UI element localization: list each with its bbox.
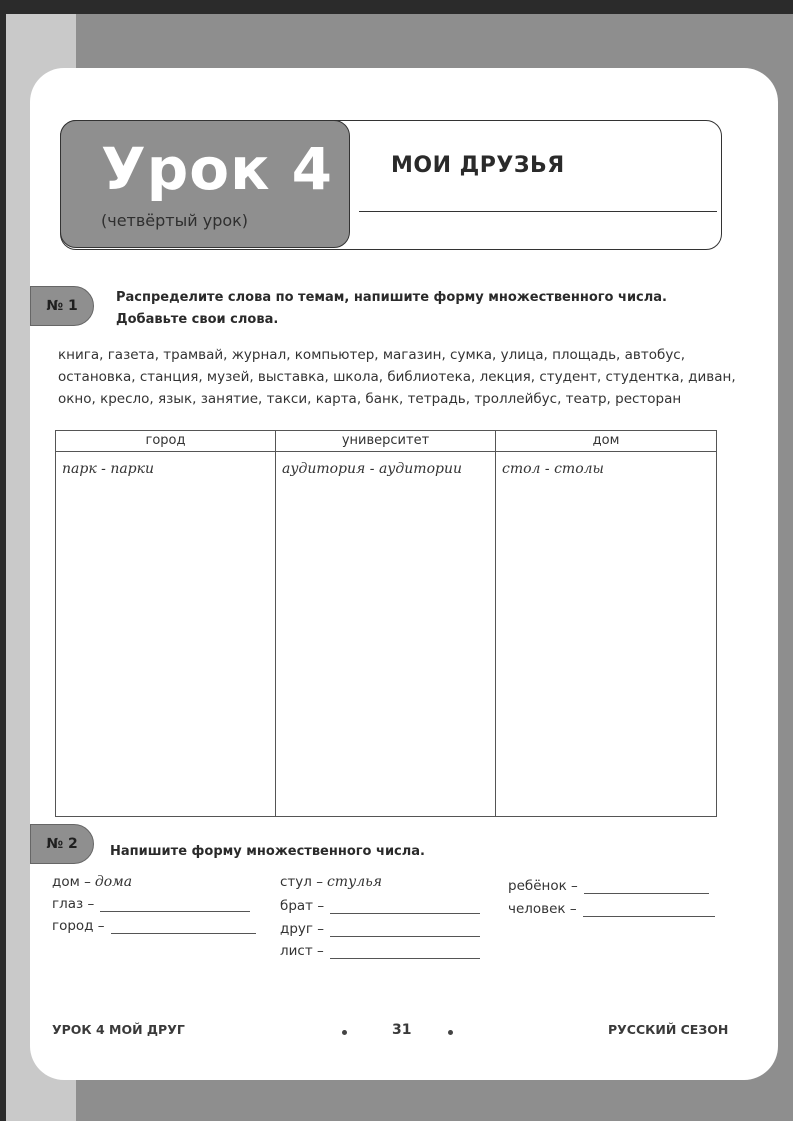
fill-row-chelovek xyxy=(508,901,715,917)
handwritten-answer: дома xyxy=(94,874,133,890)
page-number: 31 xyxy=(392,1022,412,1038)
fill-row-rebenok xyxy=(508,878,709,894)
exercise-1-instruction-line2: Добавьте свои слова. xyxy=(116,312,279,327)
column-header: университет xyxy=(276,431,495,452)
answer-blank[interactable] xyxy=(330,922,480,937)
lesson-title: Урок 4 xyxy=(101,135,333,203)
fill-row-stul xyxy=(280,874,382,890)
handwritten-entry: аудитория - аудитории xyxy=(282,461,462,477)
column-university[interactable] xyxy=(276,431,496,816)
fill-row-list xyxy=(280,943,480,959)
noun-label: дом – xyxy=(52,874,91,890)
fill-row-brat xyxy=(280,898,480,914)
fill-row-drug xyxy=(280,921,480,937)
noun-label: глаз – xyxy=(52,896,95,912)
lesson-number-block xyxy=(60,120,350,248)
column-city[interactable] xyxy=(56,431,276,816)
answer-blank[interactable] xyxy=(584,879,709,894)
exercise-1-instruction xyxy=(116,287,667,331)
handwritten-answer: стулья xyxy=(326,874,382,890)
sorting-table xyxy=(55,430,717,817)
noun-label: город – xyxy=(52,918,105,934)
word-list: книга, газета, трамвай, журнал, компьютер, магазин, сумка, улица, площадь, автобус, остановка, станция, музей, выставка, школа, библиотека, лекция, студент, студентка, диван, окно, кресло, язык, занятие, такси, карта, банк, тетрадь, троллейбус, театр, ресторан xyxy=(58,347,736,407)
noun-label: друг – xyxy=(280,921,325,937)
noun-label: ребёнок – xyxy=(508,878,578,894)
exercise-2-instruction: Напишите форму множественного числа. xyxy=(110,844,425,859)
column-header: дом xyxy=(496,431,716,452)
handwritten-entry: стол - столы xyxy=(502,461,604,477)
fill-row-gorod xyxy=(52,918,256,934)
exercise-1-badge: № 1 xyxy=(30,286,94,326)
footer-dot xyxy=(448,1030,453,1035)
workbook-page xyxy=(30,68,778,1080)
noun-label: лист – xyxy=(280,943,324,959)
footer-dot xyxy=(342,1030,347,1035)
answer-blank[interactable] xyxy=(583,902,715,917)
answer-blank[interactable] xyxy=(330,899,480,914)
fill-row-dom xyxy=(52,874,132,890)
exercise-1-instruction-line1: Распределите слова по темам, напишите форму множественного числа. xyxy=(116,290,667,305)
column-header: город xyxy=(56,431,275,452)
column-home[interactable] xyxy=(496,431,716,816)
fill-row-glaz xyxy=(52,896,250,912)
answer-blank[interactable] xyxy=(100,897,250,912)
answer-blank[interactable] xyxy=(111,919,256,934)
noun-label: человек – xyxy=(508,901,577,917)
noun-label: брат – xyxy=(280,898,325,914)
footer-book-title: РУССКИЙ СЕЗОН xyxy=(608,1022,729,1037)
handwritten-entry: парк - парки xyxy=(62,461,155,477)
topic-underline xyxy=(359,211,717,212)
answer-blank[interactable] xyxy=(330,944,480,959)
footer-lesson: УРОК 4 МОЙ ДРУГ xyxy=(52,1022,185,1037)
lesson-header xyxy=(60,120,722,250)
exercise-2-badge: № 2 xyxy=(30,824,94,864)
topic-title: МОИ ДРУЗЬЯ xyxy=(391,153,565,178)
lesson-subtitle: (четвёртый урок) xyxy=(101,211,249,230)
noun-label: стул – xyxy=(280,874,323,890)
